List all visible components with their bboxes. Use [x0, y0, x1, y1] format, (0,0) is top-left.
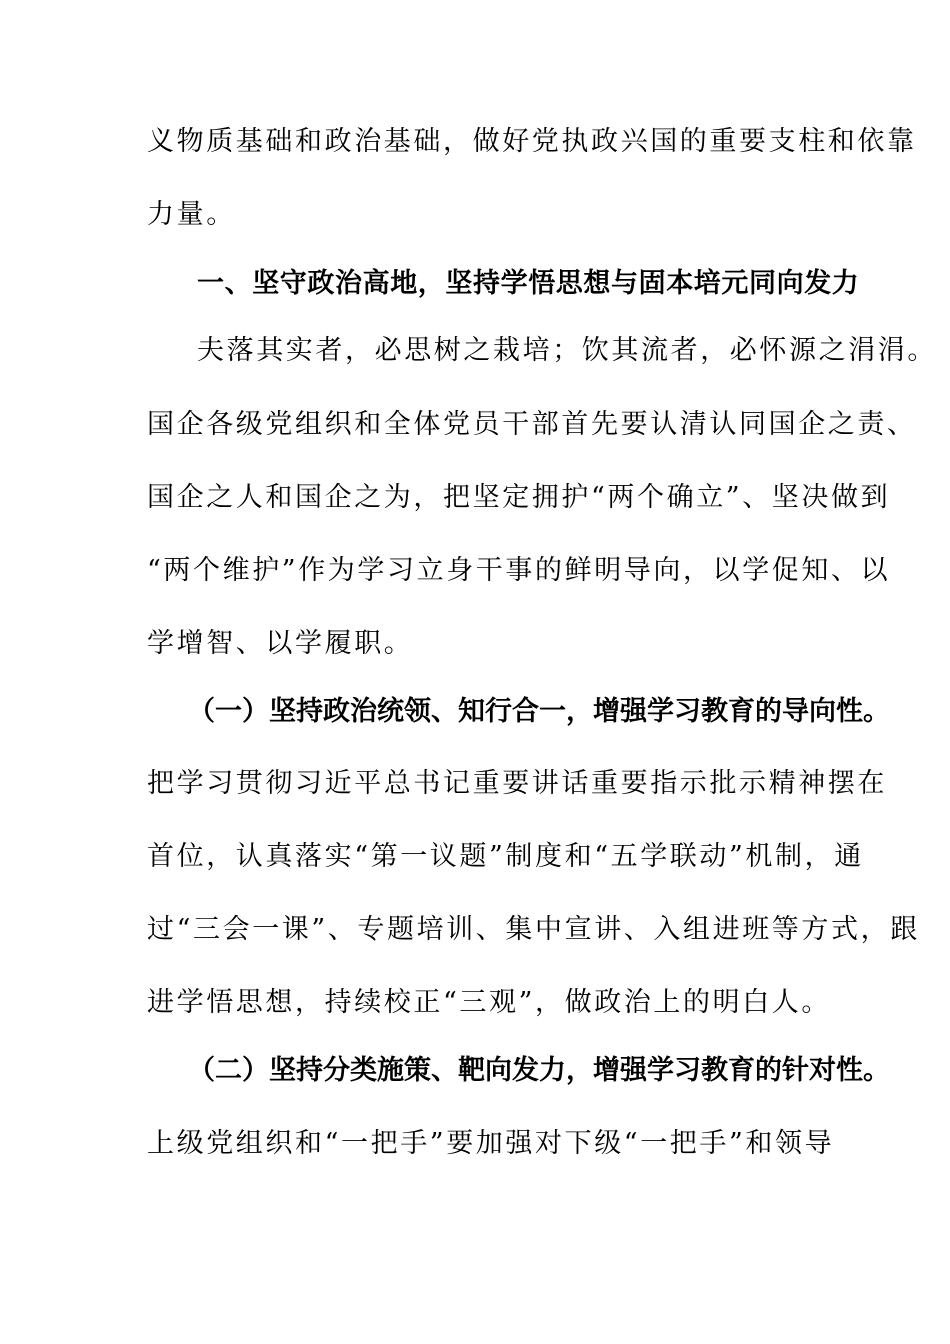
body-text-line: 国企各级党组织和全体党员干部首先要认清认同国企之责、 — [147, 409, 917, 440]
body-text-line: 过“三会一课”、专题培训、集中宣讲、入组进班等方式，跟 — [147, 914, 920, 945]
body-text-line: 首位，认真落实“第一议题”制度和“五学联动”机制，通 — [147, 841, 864, 872]
body-text-line: 国企之人和国企之为，把坚定拥护“两个确立”、坚决做到 — [147, 482, 891, 513]
body-text-line: 进学悟思想，持续校正“三观”，做政治上的明白人。 — [147, 987, 832, 1018]
subsection-heading: （二）坚持分类施策、靶向发力，增强学习教育的针对性。 — [188, 1055, 890, 1086]
body-text-line: 学增智、以学履职。 — [147, 628, 414, 659]
body-text-line: “两个维护”作为学习立身干事的鲜明导向，以学促知、以 — [147, 555, 891, 586]
section-heading: 一、坚守政治高地，坚持学悟思想与固本培元同向发力 — [197, 268, 860, 299]
subsection-heading: （一）坚持政治统领、知行合一，增强学习教育的导向性。 — [188, 696, 890, 727]
body-text-line: 夫落其实者，必思树之栽培；饮其流者，必怀源之涓涓。 — [197, 335, 937, 366]
body-text-line: 义物质基础和政治基础，做好党执政兴国的重要支柱和依靠 — [147, 126, 917, 157]
body-text-line: 力量。 — [147, 199, 236, 230]
body-text-line: 把学习贯彻习近平总书记重要讲话重要指示批示精神摆在 — [147, 768, 887, 799]
body-text-line: 上级党组织和“一把手”要加强对下级“一把手”和领导 — [147, 1128, 835, 1159]
